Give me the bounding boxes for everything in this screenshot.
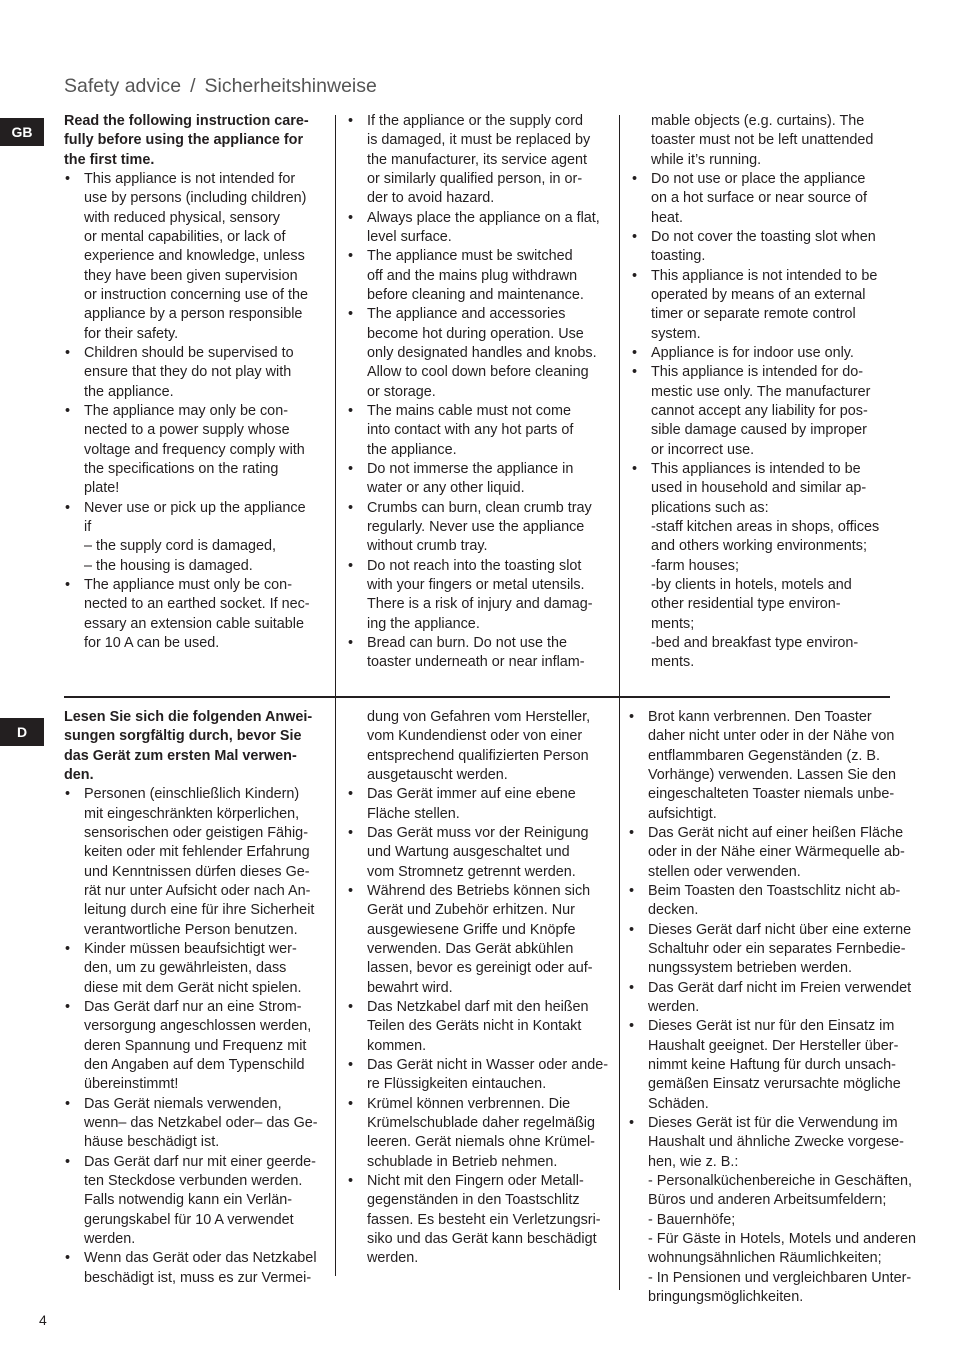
bullet-glyph: • [65, 940, 71, 957]
list-item-text: Das Netzkabel darf mit den heißen Teilen des Geräts nicht in Kontakt kommen. [367, 998, 589, 1054]
list-item [347, 499, 612, 557]
list-item [347, 882, 612, 998]
bullet-glyph: • [632, 228, 638, 245]
bullet-glyph: • [629, 1114, 635, 1131]
bullet-glyph: • [65, 499, 71, 516]
column-divider-right [619, 115, 620, 1290]
bullet-glyph: • [348, 786, 354, 803]
page-number: 4 [39, 1312, 47, 1328]
list-item-text: Das Gerät muss vor der Reinigung und Wartung ausgeschaltet und vom Stromnetz getrennt werden. [367, 824, 589, 880]
gb-column-2 [347, 112, 612, 673]
list-item [347, 557, 612, 634]
bullet-glyph: • [65, 170, 71, 187]
lang-tab-d: D [0, 718, 44, 746]
list-item [347, 460, 612, 499]
list-item-text: Children should be supervised to ensure that they do not play with the appliance. [84, 344, 294, 400]
list-item-text: Do not reach into the toasting slot with your fingers or metal utensils. There is a risk of injury and damag- ing the appliance. [367, 557, 593, 632]
list-item-text: Das Gerät darf nur mit einer geerde- ten Steckdose verbunden werden. Falls notwendig kann ein Verlän- gerungskabel für 10 A verwendet werden. [84, 1153, 316, 1247]
list-item-text: Crumbs can burn, clean crumb tray regularly. Never use the appliance without crumb tray. [367, 499, 592, 555]
bullet-glyph: • [632, 170, 638, 187]
bullet-glyph: • [629, 882, 635, 899]
list-item-text: The appliance must only be con- nected to an earthed socket. If nec- essary an extension cable suitable for 10 A can be used. [84, 576, 310, 651]
list-item [347, 998, 612, 1056]
list-item-text: The mains cable must not come into contact with any hot parts of the appliance. [367, 402, 574, 458]
bullet-glyph: • [348, 499, 354, 516]
title-separator: / [190, 75, 196, 97]
list-item [628, 824, 933, 882]
list-item-text: Das Gerät niemals verwenden, wenn– das Netzkabel oder– das Ge- häuse beschädigt ist. [84, 1095, 318, 1151]
bullet-glyph: • [348, 402, 354, 419]
list-item [631, 267, 931, 344]
list-item-text: The appliance must be switched off and the mains plug withdrawn before cleaning and maintenance. [367, 248, 584, 303]
bullet-glyph: • [348, 1095, 354, 1112]
list-item-text: Kinder müssen beaufsichtigt wer- den, um zu gewährleisten, dass diese mit dem Gerät nicht spielen. [84, 940, 302, 996]
de-column-1 [64, 708, 329, 1288]
list-item-text: Das Gerät nicht in Wasser oder ande- re Flüssigkeiten eintauchen. [367, 1056, 609, 1093]
list-item-text: Personen (einschließlich Kindern) mit eingeschränkten körperlichen, sensorischen oder geistigen Fähig- keiten oder mit fehlender Erfahrung und Kenntnissen dürfen dieses Ge- rät nur unter Aufsicht oder nach An- leitung durch eine für ihre Sicherheit verantwortliche Person benutzen. [84, 786, 315, 938]
section-divider [64, 696, 890, 698]
bullet-glyph: • [65, 998, 71, 1015]
bullet-glyph: • [348, 209, 354, 226]
list-item [628, 882, 933, 921]
bullet-glyph: • [632, 460, 638, 477]
gb-column-3 [631, 112, 931, 673]
list-item [631, 363, 931, 460]
bullet-glyph: • [348, 998, 354, 1015]
list-item-text: Always place the appliance on a flat, level surface. [367, 209, 600, 245]
list-item-text: Das Gerät darf nur an eine Strom- versorgung angeschlossen werden, deren Spannung und Frequenz mit den Angaben auf dem Typenschild übereinstimmt! [84, 998, 312, 1093]
list-item [347, 209, 612, 248]
list-item [347, 1056, 612, 1095]
list-item-text: The appliance and accessories become hot during operation. Use only designated handles and knobs. Allow to cool down before cleaning or storage. [367, 306, 597, 400]
list-item-text: Do not cover the toasting slot when toasting. [651, 228, 876, 265]
bullet-glyph: • [632, 267, 638, 284]
list-item [64, 344, 329, 402]
list-item-text: Brot kann verbrennen. Den Toaster daher nicht unter oder in der Nähe von entflammbaren Gegenständen (z. B. Vorhänge) verwenden. Lassen Sie den eingeschalteten Toaster niemals unbe- aufsichtigt. [648, 709, 897, 822]
bullet-glyph: • [65, 786, 71, 803]
list-item [631, 460, 931, 673]
list-item-text: Beim Toasten den Toastschlitz nicht ab- decken. [648, 882, 901, 919]
list-item [347, 824, 612, 882]
list-item-text: This appliance is not intended for use by persons (including children) with reduced physical, sensory or mental capabilities, or lack of experience and knowledge, unless they have been given supervision or instruction concerning use of the appliance by a person responsible for their safety. [84, 170, 308, 342]
bullet-glyph: • [348, 1056, 354, 1073]
bullet-glyph: • [348, 824, 354, 841]
list-item [628, 1017, 933, 1114]
list-item-text: Das Gerät nicht auf einer heißen Fläche oder in der Nähe einer Wärmequelle ab- stellen oder verwenden. [648, 824, 905, 880]
list-item-text: Never use or pick up the appliance if – the supply cord is damaged, – the housing is damaged. [84, 499, 306, 574]
list-item-text: Appliance is for indoor use only. [651, 344, 854, 361]
bullet-glyph: • [629, 921, 635, 938]
list-item-text: This appliance is intended for do- mestic use only. The manufacturer cannot accept any liability for pos- sible damage caused by improper or incorrect use. [651, 364, 871, 458]
list-item-text: Dieses Gerät ist für die Verwendung im Haushalt und ähnliche Zwecke vorgese- hen, wie z. B.: - Personalküchenbereiche in Geschäften, Büros und anderen Arbeitsumfeldern; - Bauernhöfe; - Für Gäste in Hotels, Motels und anderen wohnungsähnlichen Räumlichkeiten; - In Pensionen und vergleichbaren Unter- bringungsmöglichkeiten. [648, 1114, 916, 1305]
bullet-glyph: • [65, 402, 71, 419]
bullet-glyph: • [348, 113, 354, 129]
list-item-text: Krümel können verbrennen. Die Krümelschublade daher regelmäßig leeren. Gerät niemals ohne Krümel- schublade in Betrieb nehmen. [367, 1095, 595, 1170]
bullet-glyph: • [629, 979, 635, 996]
list-item [64, 402, 329, 499]
list-item [347, 247, 612, 305]
list-item-text: Das Gerät darf nicht im Freien verwendet werden. [648, 979, 912, 1015]
list-item-text: Dieses Gerät ist nur für den Einsatz im Haushalt geeignet. Der Hersteller über- nimmt keine Haftung für durch unsach- gemäßen Einsatz verursachte mögliche Schäden. [648, 1018, 901, 1112]
bullet-glyph: • [348, 248, 354, 265]
bullet-glyph: • [65, 344, 71, 361]
list-item-text: Bread can burn. Do not use the toaster underneath or near inflam- [367, 634, 585, 671]
list-item-text: Während des Betriebs können sich Gerät und Zubehör erhitzen. Nur ausgewiesene Griffe und Knöpfe verwenden. Das Gerät abkühlen lassen, bevor es gereinigt oder auf- bewahrt wird. [367, 882, 593, 996]
list-item-text: If the appliance or the supply cord is damaged, it must be replaced by the manufacturer, its service agent or similarly qualified person, in or- der to avoid hazard. [367, 113, 591, 207]
intro-text: Lesen Sie sich die folgenden Anwei- sungen sorgfältig durch, bevor Sie das Gerät zum ersten Mal verwen- den. [64, 709, 313, 783]
list-item [631, 170, 931, 228]
list-item-text: Do not use or place the appliance on a hot surface or near source of heat. [651, 170, 867, 226]
list-item-text: Do not immerse the appliance in water or any other liquid. [367, 460, 574, 497]
list-item [628, 1114, 933, 1307]
de-column-2 [347, 708, 612, 1269]
list-item [631, 228, 931, 267]
list-item [347, 305, 612, 402]
bullet-glyph: • [348, 882, 354, 899]
list-item-text: Dieses Gerät darf nicht über eine externe Schaltuhr oder ein separates Fernbedie- nungssystem betrieben werden. [648, 921, 912, 977]
list-item-text: This appliance is not intended to be operated by means of an external timer or separate remote control system. [651, 267, 878, 342]
page-title-german: Sicherheitshinweise [204, 75, 377, 97]
continuation-text: mable objects (e.g. curtains). The toaster must not be left unattended while it’s running. [651, 113, 874, 168]
list-item-text: The appliance may only be con- nected to a power supply whose voltage and frequency comply with the specifications on the rating plate! [84, 402, 305, 497]
bullet-glyph: • [629, 709, 635, 725]
list-item [347, 634, 612, 673]
list-item [631, 344, 931, 363]
continuation-text: dung von Gefahren vom Hersteller, vom Kundendienst oder von einer entsprechend qualifizierten Person ausgetauscht werden. [367, 709, 591, 783]
page-title-english: Safety advice [64, 75, 182, 97]
bullet-glyph: • [629, 824, 635, 841]
bullet-glyph: • [65, 1153, 71, 1170]
bullet-glyph: • [65, 1250, 71, 1267]
list-item-text: Wenn das Gerät oder das Netzkabel beschädigt ist, muss es zur Vermei- [84, 1250, 317, 1286]
bullet-glyph: • [629, 1018, 635, 1035]
bullet-glyph: • [632, 344, 638, 361]
list-item [64, 576, 329, 653]
list-item [64, 785, 329, 940]
bullet-glyph: • [348, 460, 354, 477]
list-item [64, 499, 329, 576]
list-item [628, 921, 933, 979]
bullet-glyph: • [65, 576, 71, 593]
gb-column-1 [64, 112, 329, 653]
list-item [347, 402, 612, 460]
list-item [64, 1249, 329, 1288]
page-title [64, 73, 377, 99]
list-item [347, 1095, 612, 1172]
bullet-glyph: • [348, 1172, 354, 1189]
list-item [64, 940, 329, 998]
bullet-glyph: • [632, 364, 638, 381]
list-item [64, 998, 329, 1095]
bullet-glyph: • [65, 1095, 71, 1112]
list-item-text: This appliances is intended to be used in household and similar ap- plications such as: -staff kitchen areas in shops, offices and others working environments; -farm houses; -by clients in hotels, motels and other residential type environ- ments; -bed and breakfast type environ- ments. [651, 460, 880, 671]
bullet-glyph: • [348, 306, 354, 323]
bullet-glyph: • [348, 634, 354, 651]
list-item-text: Das Gerät immer auf eine ebene Fläche stellen. [367, 786, 576, 822]
list-item-text: Nicht mit den Fingern oder Metall- gegenständen in den Toastschlitz fassen. Es besteht ein Verletzungsri- siko und das Gerät kann beschädigt werden. [367, 1172, 601, 1267]
bullet-glyph: • [348, 557, 354, 574]
de-column-3 [628, 708, 933, 1307]
list-item [64, 1153, 329, 1250]
list-item [64, 170, 329, 344]
list-item [628, 708, 933, 824]
list-item [347, 112, 612, 209]
lang-tab-gb: GB [0, 118, 44, 146]
intro-text: Read the following instruction care- fully before using the appliance for the first time. [64, 113, 309, 168]
list-item [628, 979, 933, 1018]
list-item [64, 1095, 329, 1153]
list-item [347, 785, 612, 824]
list-item [347, 1172, 612, 1269]
